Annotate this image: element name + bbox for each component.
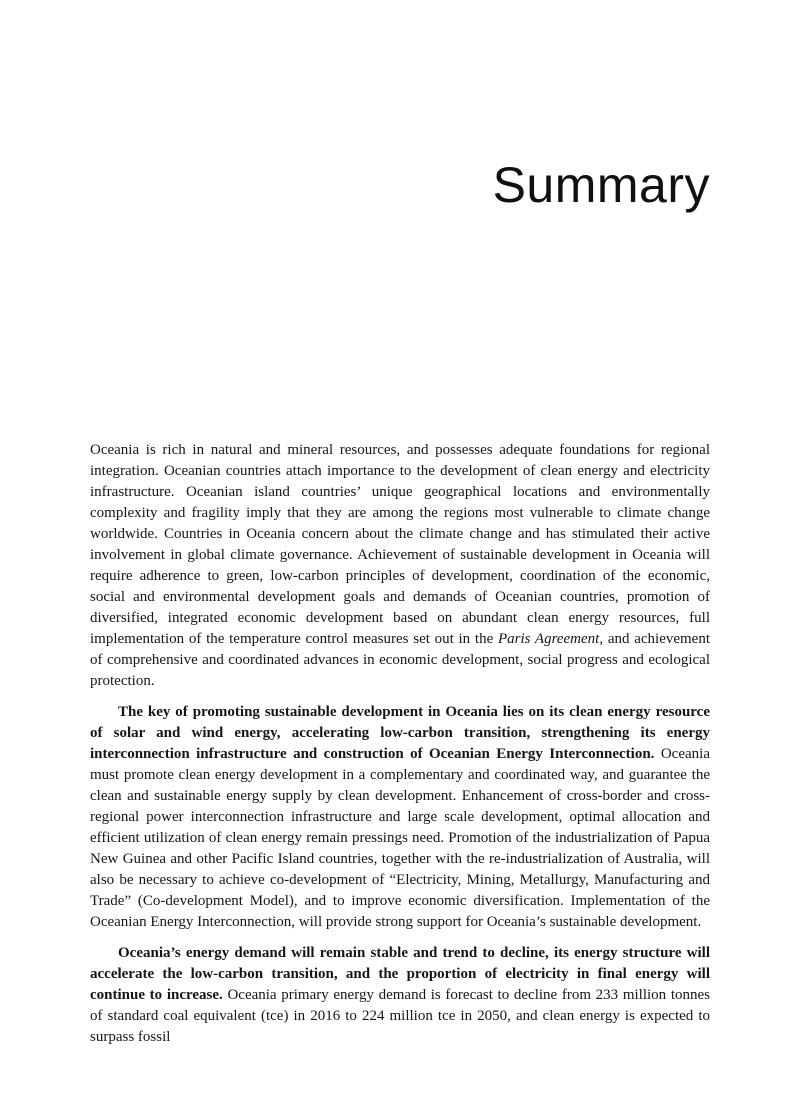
- text-segment: Oceania’s energy demand will remain stable and trend to decline, its energy structure will accelerate the low-carbon transition, and the proportion of electricity in final energy will continue to increase.: [90, 945, 710, 1003]
- text-segment: The key of promoting sustainable development in Oceania lies on its clean energy resource of solar and wind energy, accelerating low-carbon transition, strengthening its energy interconnection infrastructure and construction of Oceanian Energy Interconnection.: [90, 704, 710, 762]
- page-title: Summary: [492, 157, 710, 213]
- text-segment: Oceania primary energy demand is forecast to decline from 233 million tonnes of standard coal equivalent (tce) in 2016 to 224 million tce in 2050, and clean energy is expected to surpass fossil: [90, 987, 710, 1045]
- paragraph: [90, 440, 710, 692]
- text-segment: Paris Agreement: [497, 631, 600, 647]
- text-segment: Oceania must promote clean energy development in a complementary and coordinated way, and guarantee the clean and sustainable energy supply by clean development. Enhancement of cross-border and cross-regional power interconnection infrastructure and large scale development, optimal allocation and efficient utilization of clean energy remain pressings need. Promotion of the industrialization of Papua New Guinea and other Pacific Island countries, together with the re-industrialization of Australia, will also be necessary to achieve co-development of “Electricity, Mining, Metallurgy, Manufacturing and Trade” (Co-development Model), and to improve economic diversification. Implementation of the Oceanian Energy Interconnection, will provide strong support for Oceania’s sustainable development.: [90, 746, 710, 930]
- paragraph: [90, 702, 710, 933]
- text-segment: , and achievement of comprehensive and coordinated advances in economic development, social progress and ecological protection.: [90, 631, 711, 689]
- paragraph: [90, 943, 710, 1048]
- text-segment: Oceania is rich in natural and mineral resources, and possesses adequate foundations for regional integration. Oceanian countries attach importance to the development of clean energy and electricity infrastructure. Oceanian island countries’ unique geographical locations and environmentally complexity and fragility imply that they are among the regions most vulnerable to climate change worldwide. Countries in Oceania concern about the climate change and has stimulated their active involvement in global climate governance. Achievement of sustainable development in Oceania will require adherence to green, low-carbon principles of development, coordination of the economic, social and environmental development goals and demands of Oceanian countries, promotion of diversified, integrated economic development based on abundant clean energy resources, full implementation of the temperature control measures set out in the: [90, 442, 710, 647]
- document-body: [0, 213, 793, 1048]
